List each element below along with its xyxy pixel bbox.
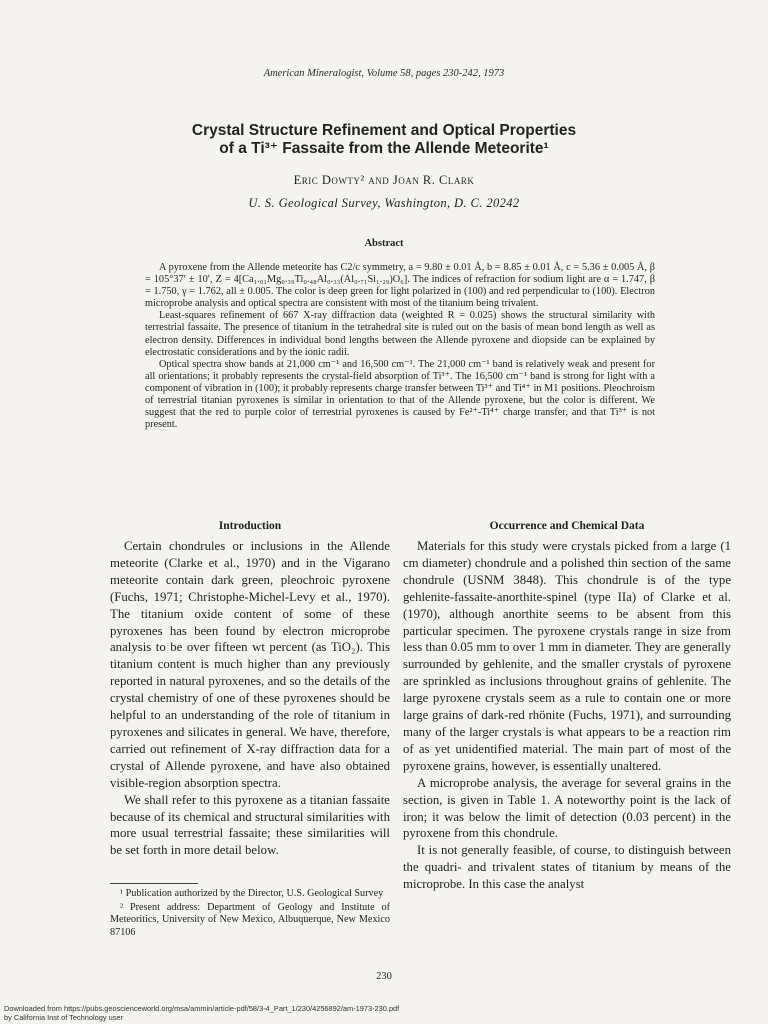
right-column xyxy=(403,520,731,893)
introduction-heading: Introduction xyxy=(218,520,282,532)
download-user: by California Inst of Technology user xyxy=(4,1012,123,1022)
body-paragraph: A microprobe analysis, the average for several grains in the section, is given in Table 1. A noteworthy point is the lack of iron; it was below the limit of detection (0.03 percent) in the pyroxene from this chondrule. xyxy=(403,775,731,841)
occurrence-heading: Occurrence and Chemical Data xyxy=(489,520,645,532)
footnotes xyxy=(110,883,390,941)
affiliation: U. S. Geological Survey, Washington, D. C. 20242 xyxy=(248,196,520,210)
title-line-2: of a Ti³⁺ Fassaite from the Allende Meteorite¹ xyxy=(219,140,549,157)
abstract-body xyxy=(145,262,655,431)
author-list: Eric Dowty² and Joan R. Clark xyxy=(293,173,475,187)
occurrence-body xyxy=(403,538,731,893)
page-number: 230 xyxy=(376,971,392,982)
body-paragraph: We shall refer to this pyroxene as a titanian fassaite because of its chemical and structural similarities with more usual terrestrial fassaite; these similarities will be set forth in more detail below. xyxy=(110,792,390,858)
abstract-paragraph: A pyroxene from the Allende meteorite has C2/c symmetry, a = 9.80 ± 0.01 Å, b = 8.85 ± 0.01 Å, c = 5.36 ± 0.005 Å, β = 105°37′ ± 10′, Z = 4[Ca₁.₀₁Mg₀.₃₉Ti₀.₄₈Al₀.₃₃(Al₀.₇₁Si₁.₂₉)O₆]. The indices of refraction for sodium light are α = 1.747, β = 1.750, γ = 1.762, all ± 0.005. The color is deep green for light polarized in (100) and red perpendicular to (100). Electron microprobe analysis and optical spectra are consistent with most of the titanium being trivalent. xyxy=(145,262,655,310)
footnote: ² Present address: Department of Geology and Institute of Meteoritics, University of New Mexico, Albuquerque, New Mexico 87106 xyxy=(110,902,390,938)
body-paragraph: Materials for this study were crystals picked from a large (1 cm diameter) chondrule and a polished thin section of the same chondrule (USNM 3848). This chondrule is of the type gehlenite-fassaite-anorthite-spinel (type IIa) of Clarke et al. (1970), although anorthite seems to be absent from this particular specimen. The pyroxene crystals range in size from less than 0.05 mm to over 1 mm in diameter. They are generally surrounded by gehlenite, and the smaller crystals of pyroxene are sprinkled as inclusions throughout grains of gehlenite. The large pyroxene crystals seem as a rule to contain one or more large grains of dark-red rhönite (Fuchs, 1971), and surrounding many of the larger crystals is what appears to be a reaction rim of as yet unidentified material. The main part of most of the pyroxene grains, however, is essentially unaltered. xyxy=(403,539,731,773)
introduction-body xyxy=(110,538,390,859)
download-url: Downloaded from https://pubs.geoscienceworld.org/msa/ammin/article-pdf/58/3-4_Part_1/230/4256892/am-1973-230.pdf xyxy=(4,1004,400,1013)
journal-citation: American Mineralogist, Volume 58, pages 230-242, 1973 xyxy=(263,68,505,79)
abstract-paragraph: Least-squares refinement of 667 X-ray diffraction data (weighted R = 0.025) shows the structural similarity with terrestrial fassaite. The presence of titanium in the tetrahedral site is ruled out on the basis of mean bond length as well as electron density. Differences in individual bond lengths between the Allende pyroxene and diopside can be explained by electrostatic considerations and by the ionic radii. xyxy=(145,310,655,358)
body-paragraph: It is not generally feasible, of course, to distinguish between the quadri- and trivalent states of titanium by means of the microprobe. In this case the analyst xyxy=(403,843,731,892)
abstract-heading: Abstract xyxy=(364,238,404,249)
left-column xyxy=(110,520,390,859)
abstract-paragraph: Optical spectra show bands at 21,000 cm⁻¹ and 16,500 cm⁻¹. The 21,000 cm⁻¹ band is relatively weak and present for all orientations; it probably represents the crystal-field absorption of Ti³⁺. The 16,500 cm⁻¹ band is strong for light with a component of vibration in (100); it probably represents charge transfer between Ti³⁺ and Ti⁴⁺ in M1 positions. Pleochroism of terrestrial titanian pyroxenes is similar in orientation to that of the Allende pyroxene, but the color is different. We suggest that the red to purple color of terrestrial pyroxenes is caused by Fe²⁺-Ti⁴⁺ charge transfer, and that Ti³⁺ is not present. xyxy=(145,358,655,431)
download-notice xyxy=(4,1005,764,1022)
footnote-rule xyxy=(110,883,198,884)
footnote: ¹ Publication authorized by the Director, U.S. Geological Survey xyxy=(120,888,384,899)
article-title xyxy=(100,122,668,158)
body-paragraph: Certain chondrules or inclusions in the Allende meteorite (Clarke et al., 1970) and in the Vigarano meteorite contain dark green, pleochroic pyroxene (Fuchs, 1971; Christophe-Michel-Levy et al., 1970). The titanium oxide content of some of these pyroxenes has been found by electron microprobe analysis to be over fifteen wt percent (as TiO₂). This titanium content is much higher than any previously reported in natural pyroxenes, and so the details of the crystal chemistry of one of these pyroxenes should be helpful to an understanding of the role of titanium in pyroxenes and silicates in general. We have, therefore, carried out refinement of X-ray diffraction data for a crystal of Allende pyroxene, and have also obtained visible-region absorption spectra. xyxy=(110,539,390,790)
title-line-1: Crystal Structure Refinement and Optical Properties xyxy=(191,122,577,139)
